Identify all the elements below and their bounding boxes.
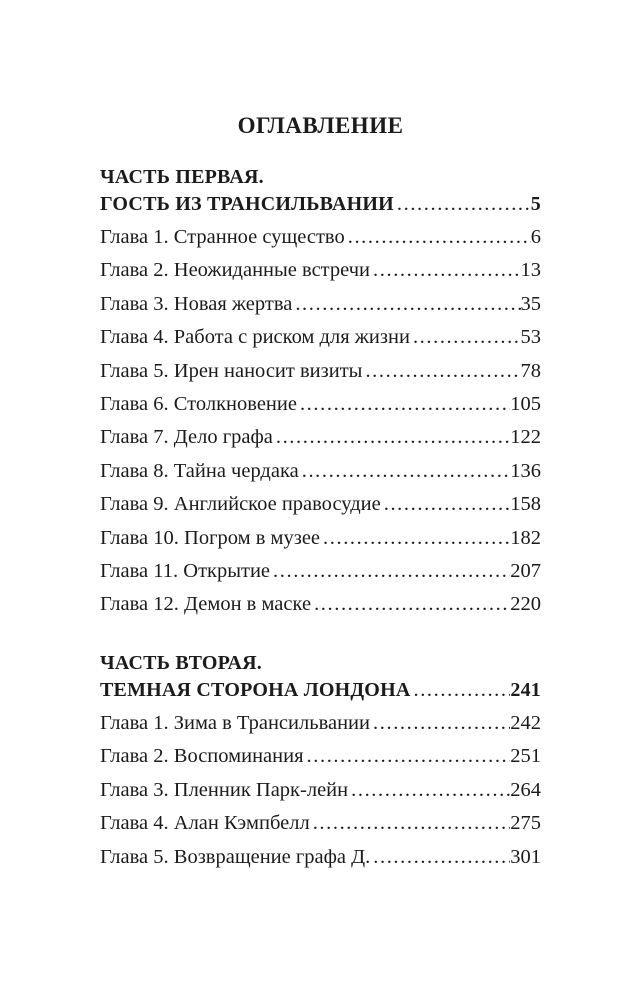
chapter-page-number: 136	[510, 459, 541, 482]
chapter-label: Глава 4. Работа с риском для жизни	[100, 326, 410, 349]
toc-entry	[100, 707, 541, 740]
toc-entry	[100, 388, 541, 421]
toc-entry	[100, 221, 541, 254]
toc-entry	[100, 740, 541, 773]
dot-leader	[373, 254, 520, 287]
toc-entry	[100, 288, 541, 321]
chapter-page-number: 301	[510, 845, 541, 868]
chapter-label: Глава 9. Английское правосудие	[100, 493, 381, 516]
chapter-page-number: 78	[520, 359, 541, 382]
dot-leader	[373, 841, 510, 874]
toc-entry	[100, 355, 541, 388]
dot-leader	[295, 288, 520, 321]
toc-entry	[100, 807, 541, 840]
toc-entry	[100, 321, 541, 354]
toc-section	[100, 650, 541, 874]
chapter-label: Глава 12. Демон в маске	[100, 593, 312, 616]
chapter-page-number: 207	[510, 560, 541, 583]
chapter-page-number: 13	[520, 259, 541, 282]
toc-sections	[100, 164, 541, 874]
dot-leader	[384, 488, 511, 521]
chapter-page-number: 275	[510, 812, 541, 835]
chapter-label: Глава 5. Возвращение графа Д.	[100, 845, 371, 868]
chapter-page-number: 122	[510, 426, 541, 449]
toc-entry	[100, 588, 541, 621]
chapter-label: Глава 8. Тайна чердака	[100, 459, 299, 482]
dot-leader	[373, 707, 510, 740]
chapter-label: Глава 3. Новая жертва	[100, 292, 293, 315]
dot-leader	[273, 555, 510, 588]
chapter-label: Глава 3. Пленник Парк-лейн	[100, 778, 349, 801]
chapter-page-number: 53	[520, 326, 541, 349]
chapter-label: Глава 4. Алан Кэмпбелл	[100, 812, 310, 835]
chapter-page-number: 220	[510, 593, 541, 616]
toc-entry	[100, 555, 541, 588]
part-heading-row	[100, 191, 541, 218]
dot-leader	[323, 522, 510, 555]
chapter-list	[100, 221, 541, 622]
dot-leader	[348, 221, 531, 254]
chapter-page-number: 242	[510, 711, 541, 734]
part-heading-line1: ЧАСТЬ ПЕРВАЯ.	[100, 166, 264, 188]
toc-entry	[100, 522, 541, 555]
toc-entry	[100, 774, 541, 807]
chapter-label: Глава 6. Столкновение	[100, 393, 297, 416]
chapter-page-number: 6	[530, 226, 541, 248]
toc-section	[100, 164, 541, 622]
part-heading-row	[100, 677, 541, 704]
dot-leader	[413, 677, 510, 704]
dot-leader	[397, 191, 531, 218]
dot-leader	[365, 355, 520, 388]
chapter-page-number: 35	[520, 292, 541, 315]
toc-entry	[100, 488, 541, 521]
page-title: ОГЛАВЛЕНИЕ	[237, 113, 404, 138]
part-page-number: 241	[510, 678, 541, 701]
part-page-number: 5	[530, 193, 541, 215]
toc-entry	[100, 421, 541, 454]
chapter-page-number: 251	[510, 745, 541, 768]
dot-leader	[276, 421, 510, 454]
chapter-label: Глава 1. Странное существо	[100, 226, 345, 248]
chapter-label: Глава 2. Неожиданные встречи	[100, 259, 371, 282]
chapter-label: Глава 7. Дело графа	[100, 426, 273, 449]
chapter-page-number: 182	[510, 526, 541, 549]
chapter-label: Глава 10. Погром в музее	[100, 526, 321, 549]
dot-leader	[314, 588, 510, 621]
chapter-label: Глава 11. Открытие	[100, 560, 271, 583]
dot-leader	[413, 321, 521, 354]
chapter-page-number: 264	[510, 778, 541, 801]
toc-entry	[100, 455, 541, 488]
chapter-page-number: 105	[510, 393, 541, 416]
chapter-page-number: 158	[510, 493, 541, 516]
chapter-list	[100, 707, 541, 874]
chapter-label: Глава 1. Зима в Трансильвании	[100, 711, 371, 734]
toc-entry	[100, 841, 541, 874]
chapter-label: Глава 5. Ирен наносит визиты	[100, 359, 363, 382]
dot-leader	[302, 455, 511, 488]
chapter-label: Глава 2. Воспоминания	[100, 745, 304, 768]
part-heading-line1: ЧАСТЬ ВТОРАЯ.	[100, 651, 262, 674]
dot-leader	[313, 807, 511, 840]
dot-leader	[351, 774, 510, 807]
dot-leader	[307, 740, 511, 773]
dot-leader	[300, 388, 510, 421]
part-heading-line2: ГОСТЬ ИЗ ТРАНСИЛЬВАНИИ	[100, 193, 394, 215]
part-heading-line2: ТЕМНАЯ СТОРОНА ЛОНДОНА	[100, 678, 411, 701]
toc-entry	[100, 254, 541, 287]
